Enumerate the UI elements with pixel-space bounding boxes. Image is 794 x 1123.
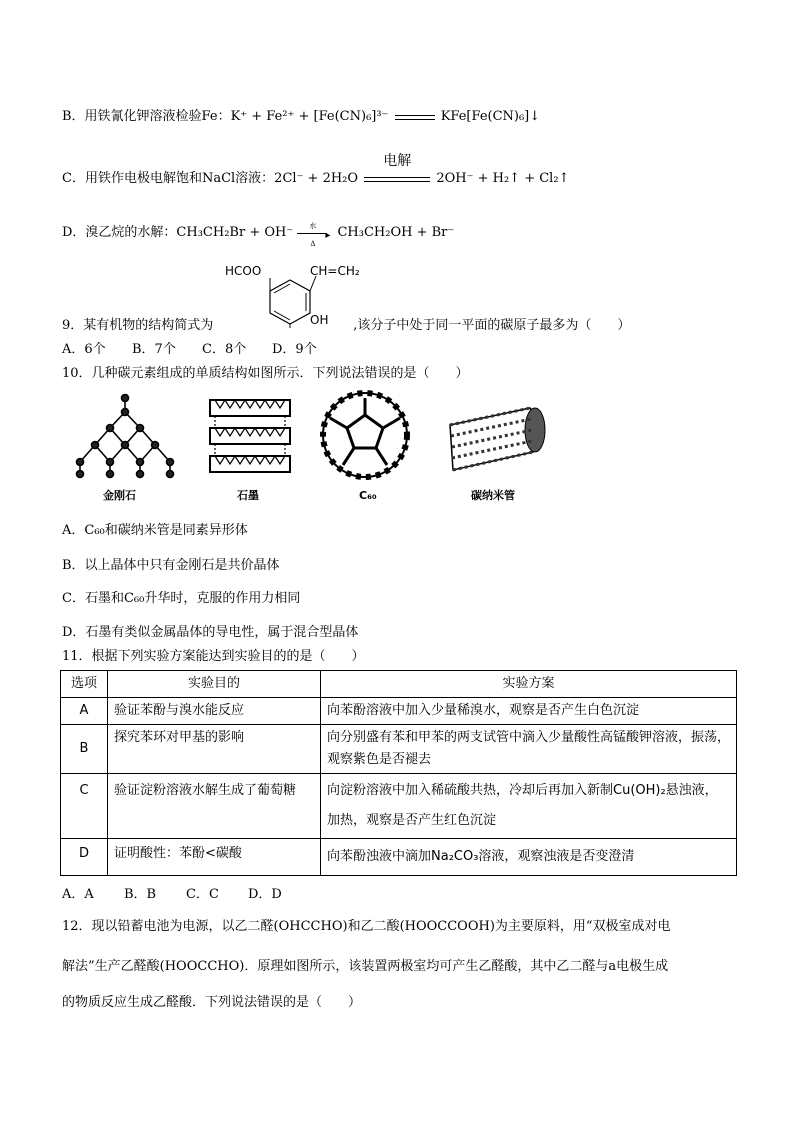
q10-option-b: B．以上晶体中只有金刚石是共价晶体	[62, 558, 280, 573]
q8-c-right: 2OH⁻ + H₂↑ + Cl₂↑	[436, 171, 570, 186]
q11-stem: 11．根据下列实验方案能达到实验目的的是（ ）	[62, 649, 365, 664]
q10-label-nanotube: 碳纳米管	[471, 489, 515, 502]
row-a-option: A	[61, 698, 108, 725]
q9-stem	[62, 317, 630, 335]
row-d-option: D	[61, 839, 108, 876]
header-plan: 实验方案	[321, 671, 737, 698]
q12-line-1: 12．现以铅蓄电池为电源，以乙二醛(OHCCHO)和乙二酸(HOOCCOOH)为主要原料，用“双极室成对电	[62, 919, 671, 934]
q8-d-arrow-top: 水	[309, 221, 317, 230]
q11-options	[62, 886, 282, 904]
row-c-plan: 向淀粉溶液中加入稀硫酸共热，冷却后再加入新制Cu(OH)₂悬浊液，加热，观察是否产生红色沉淀	[321, 774, 737, 839]
q10-option-c: C．石墨和C₆₀升华时，克服的作用力相同	[62, 591, 301, 606]
row-a-plan: 向苯酚溶液中加入少量稀溴水，观察是否产生白色沉淀	[321, 698, 737, 725]
q10-label-diamond: 金刚石	[103, 489, 136, 502]
q9-option-b: B．7个	[132, 342, 176, 357]
q10-label-c60: C₆₀	[359, 489, 377, 502]
q10-label-graphite: 石墨	[237, 489, 259, 502]
table-row	[61, 698, 737, 725]
q8-option-d	[62, 221, 455, 248]
nanotube-structure	[450, 408, 545, 470]
row-d-plan: 向苯酚浊液中滴加Na₂CO₃溶液，观察浊液是否变澄清	[321, 839, 737, 876]
q8-b-right: KFe[Fe(CN)₆]↓	[440, 109, 541, 124]
row-b-purpose: 探究苯环对甲基的影响	[108, 725, 321, 774]
q10-carbon-structures-figure	[65, 390, 565, 505]
q9-ester-label: HCOO	[225, 264, 262, 278]
row-b-plan: 向分别盛有苯和甲苯的两支试管中滴入少量酸性高锰酸钾溶液，振荡，观察紫色是否褪去	[321, 725, 737, 774]
header-purpose: 实验目的	[108, 671, 321, 698]
q8-c-prefix: C．用铁作电极电解饱和NaCl溶液：2Cl⁻ + 2H₂O	[62, 171, 359, 186]
q11-table	[60, 670, 737, 876]
reaction-arrow: 水 ▸ Δ	[297, 226, 333, 240]
table-row	[61, 774, 737, 839]
q9-options	[62, 341, 317, 359]
q9-stem-a: 9．某有机物的结构简式为	[62, 318, 214, 333]
equals-arrow	[395, 110, 435, 124]
electrolysis-arrow	[364, 152, 430, 186]
q9-option-c: C．8个	[202, 342, 247, 357]
q9-option-a: A．6个	[62, 342, 106, 357]
q11-option-b: B．B	[124, 887, 157, 902]
q8-d-arrow-bottom: Δ	[310, 239, 316, 248]
header-option: 选项	[61, 671, 108, 698]
q9-stem-b: ,该分子中处于同一平面的碳原子最多为（ ）	[353, 318, 631, 333]
q8-d-right: CH₃CH₂OH + Br⁻	[337, 225, 455, 240]
q9-oh-label: OH	[310, 313, 329, 327]
table-header-row	[61, 671, 737, 698]
table-row	[61, 725, 737, 774]
q8-b-eq: ：K⁺ + Fe²⁺ + [Fe(CN)₆]³⁻	[217, 109, 389, 124]
q12-line-3: 的物质反应生成乙醛酸．下列说法错误的是（ ）	[62, 995, 362, 1010]
graphite-structure	[210, 400, 290, 472]
row-c-purpose: 验证淀粉溶液水解生成了葡萄糖	[108, 774, 321, 839]
row-b-option: B	[61, 725, 108, 774]
q10-stem: 10．几种碳元素组成的单质结构如图所示．下列说法错误的是（ ）	[62, 366, 469, 381]
q10-option-a: A．C₆₀和碳纳米管是同素异形体	[62, 523, 248, 538]
row-d-purpose: 证明酸性：苯酚<碳酸	[108, 839, 321, 876]
row-c-option: C	[61, 774, 108, 839]
q12-line-2: 解法”生产乙醛酸(HOOCCHO)．原理如图所示，该装置两极室均可产生乙醛酸，其中乙二醛与a电极生成	[62, 959, 669, 974]
q8-option-c	[62, 152, 570, 188]
q8-b-prefix: B．用铁氰化钾溶液检验Fe	[62, 109, 218, 124]
q11-option-a: A．A	[62, 887, 94, 902]
table-row	[61, 839, 737, 876]
c60-structure	[323, 393, 407, 477]
q11-option-d: D．D	[248, 887, 282, 902]
row-a-purpose: 验证苯酚与溴水能反应	[108, 698, 321, 725]
q8-option-b	[62, 108, 540, 126]
q11-option-c: C．C	[186, 887, 219, 902]
q8-c-arrow-top: 电解	[383, 152, 412, 169]
q9-option-d: D．9个	[272, 342, 317, 357]
q8-d-prefix: D．溴乙烷的水解：CH₃CH₂Br + OH⁻	[62, 225, 294, 240]
q10-option-d: D．石墨有类似金属晶体的导电性，属于混合型晶体	[62, 625, 359, 640]
diamond-structure	[77, 395, 174, 478]
q9-vinyl-label: CH=CH₂	[310, 264, 360, 278]
